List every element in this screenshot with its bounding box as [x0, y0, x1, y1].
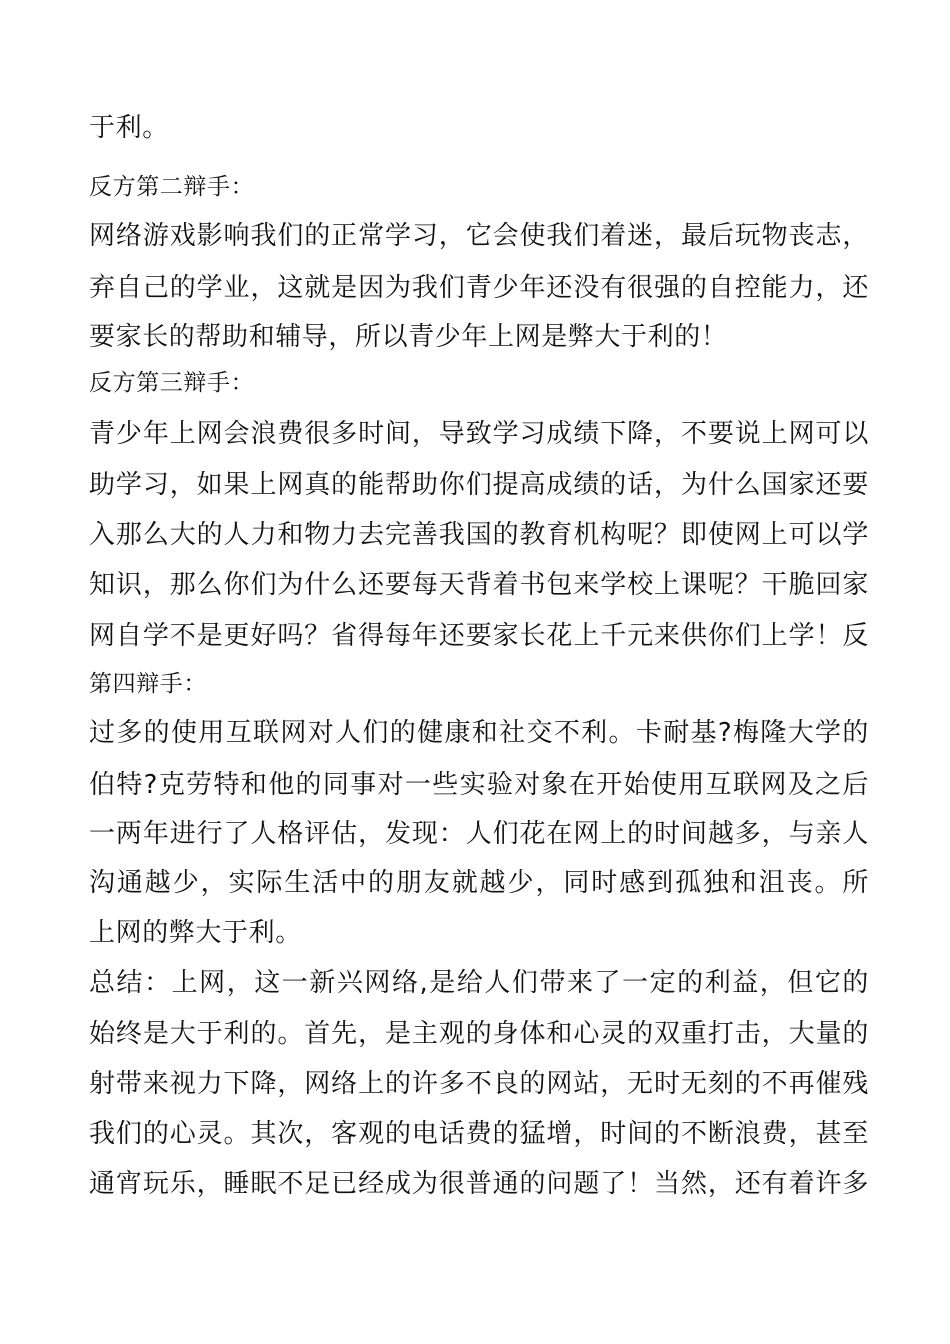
text-line: 一两年进行了人格评估，发现：人们花在网上的时间越多，与亲人 [89, 819, 869, 849]
text-line: 于利。 [89, 113, 169, 143]
text-line: 网络游戏影响我们的正常学习，它会使我们着迷，最后玩物丧志， [89, 221, 869, 251]
text-line: 知识，那么你们为什么还要每天背着书包来学校上课呢？干脆回家 [89, 570, 869, 600]
text-line: 弃自己的学业，这就是因为我们青少年还没有很强的自控能力，还 [89, 273, 869, 303]
text-line: 射带来视力下降，网络上的许多不良的网站，无时无刻的不再催残 [89, 1069, 869, 1099]
speaker-heading: 反方第三辩手： [89, 370, 255, 396]
text-line: 沟通越少，实际生活中的朋友就越少，同时感到孤独和沮丧。所 [89, 868, 869, 898]
text-line: 过多的使用互联网对人们的健康和社交不利。卡耐基?梅隆大学的 [89, 718, 869, 748]
speaker-heading: 反方第二辩手： [89, 174, 255, 200]
text-line: 始终是大于利的。首先，是主观的身体和心灵的双重打击，大量的 [89, 1019, 869, 1049]
text-line: 我们的心灵。其次，客观的电话费的猛增，时间的不断浪费，甚至 [89, 1119, 869, 1149]
speaker-heading: 第四辩手： [89, 671, 207, 697]
text-line: 网自学不是更好吗？省得每年还要家长花上千元来供你们上学！反 [89, 621, 869, 651]
text-line: 青少年上网会浪费很多时间，导致学习成绩下降，不要说上网可以 [89, 419, 869, 449]
text-line: 通宵玩乐，睡眠不足已经成为很普通的问题了！当然，还有着许多 [89, 1169, 869, 1199]
text-line: 总结：上网，这一新兴网络,是给人们带来了一定的利益，但它的 [89, 968, 869, 998]
text-line: 要家长的帮助和辅导，所以青少年上网是弊大于利的！ [89, 322, 728, 352]
text-line: 上网的弊大于利。 [89, 918, 302, 948]
text-line: 伯特?克劳特和他的同事对一些实验对象在开始使用互联网及之后 [89, 770, 869, 800]
text-line: 助学习，如果上网真的能帮助你们提高成绩的话，为什么国家还要 [89, 470, 869, 500]
text-line: 入那么大的人力和物力去完善我国的教育机构呢？即使网上可以学 [89, 520, 869, 550]
